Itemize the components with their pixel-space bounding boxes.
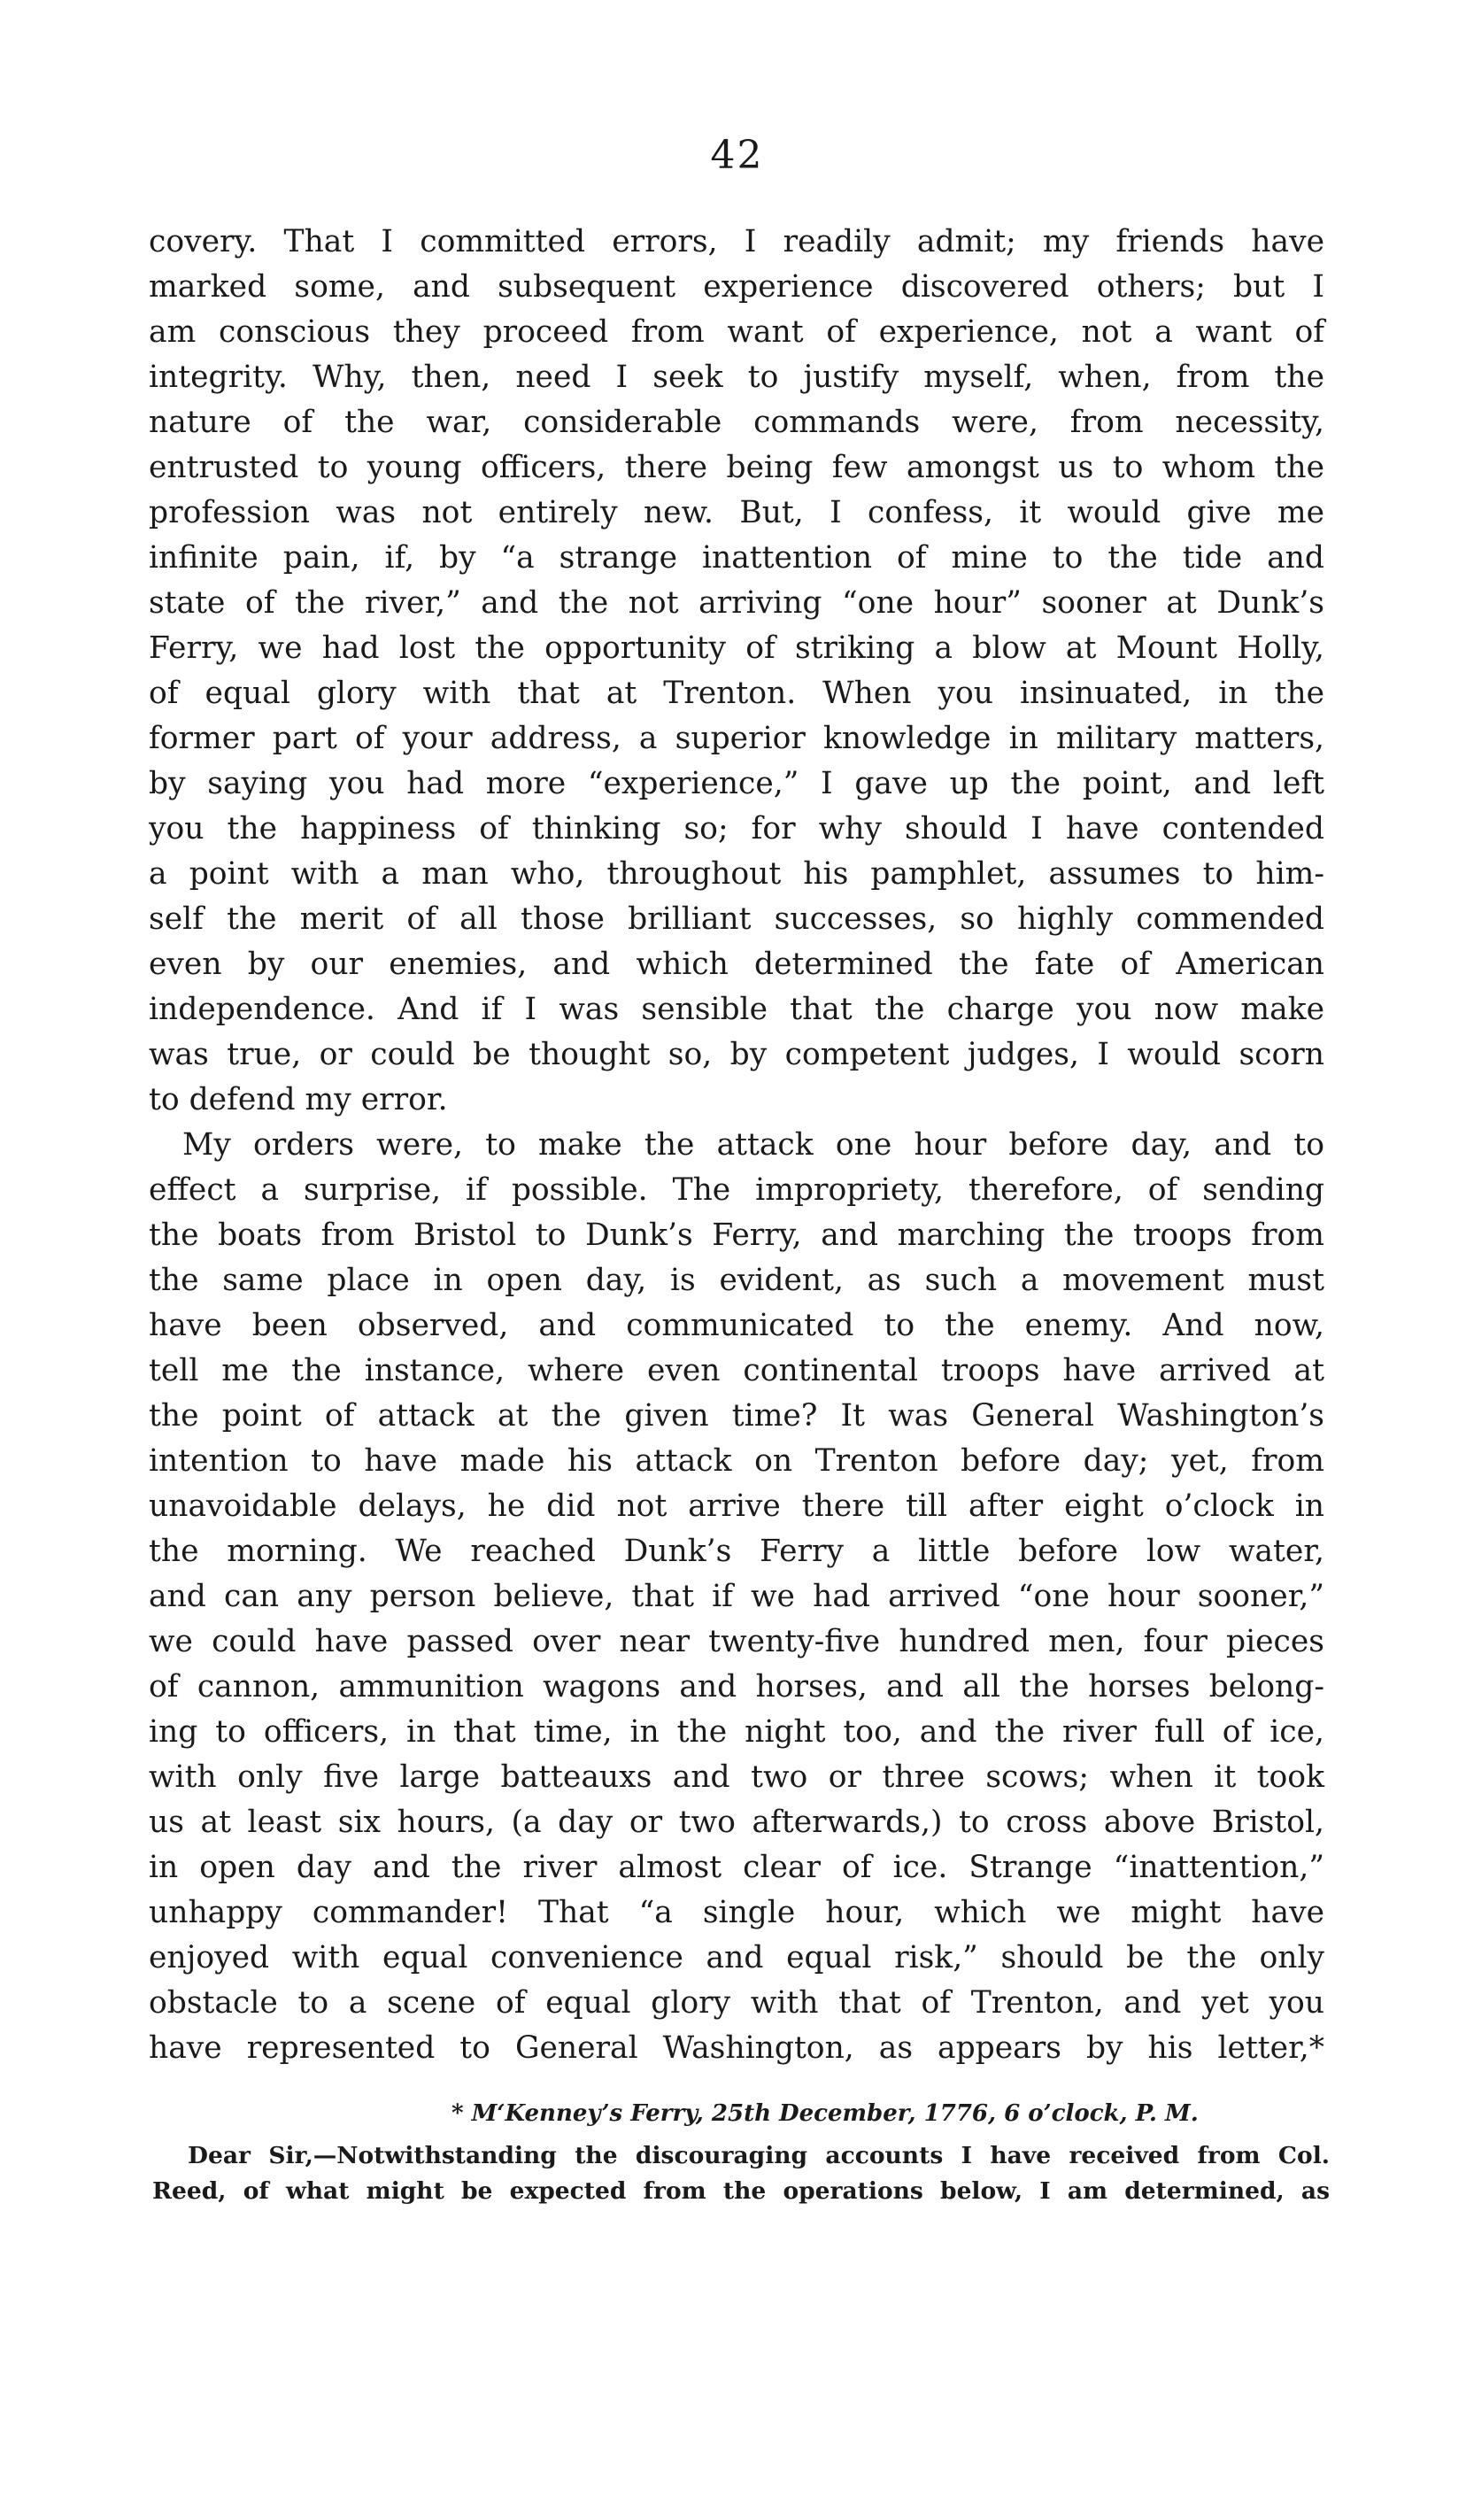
body-text — [149, 220, 1324, 2071]
text-line: the same place in open day, is evident, as such a movement must — [149, 1263, 1324, 1298]
footnote-text — [152, 2138, 1330, 2209]
text-line: state of the river,” and the not arriving “one hour” sooner at Dunk’s — [149, 585, 1324, 621]
text-line: the boats from Bristol to Dunk’s Ferry, and marching the troops from — [149, 1217, 1324, 1253]
text-line: was true, or could be thought so, by competent judges, I would scorn — [149, 1037, 1324, 1072]
text-line: effect a surprise, if possible. The impropriety, therefore, of sending — [149, 1172, 1324, 1208]
text-line: enjoyed with equal convenience and equal risk,” should be the only — [149, 1940, 1324, 1975]
text-line: have represented to General Washington, as appears by his letter,* — [149, 2030, 1324, 2066]
text-line: you the happiness of thinking so; for why should I have contended — [149, 811, 1324, 846]
text-line: former part of your address, a superior knowledge in military matters, — [149, 721, 1324, 756]
paragraph-start-line: My orders were, to make the attack one hour before day, and to — [182, 1127, 1324, 1163]
paragraph-end-line: to defend my error. — [149, 1082, 448, 1117]
footnote-line: Reed, of what might be expected from the operations below, I am determined, as — [152, 2177, 1330, 2205]
text-line: the morning. We reached Dunk’s Ferry a little before low water, — [149, 1534, 1324, 1569]
text-line: tell me the instance, where even continental troops have arrived at — [149, 1353, 1324, 1388]
text-line: with only five large batteauxs and two or three scows; when it took — [149, 1759, 1324, 1795]
text-line: ing to officers, in that time, in the night too, and the river full of ice, — [149, 1714, 1324, 1750]
text-line: we could have passed over near twenty-five hundred men, four pieces — [149, 1624, 1324, 1659]
text-line: even by our enemies, and which determined the fate of American — [149, 947, 1324, 982]
text-line: unhappy commander! That “a single hour, which we might have — [149, 1895, 1324, 1930]
text-line: independence. And if I was sensible that the charge you now make — [149, 992, 1324, 1027]
text-line: intention to have made his attack on Trenton before day; yet, from — [149, 1443, 1324, 1479]
text-line: us at least six hours, (a day or two afterwards,) to cross above Bristol, — [149, 1805, 1324, 1840]
text-line: profession was not entirely new. But, I confess, it would give me — [149, 495, 1324, 530]
text-line: and can any person believe, that if we had arrived “one hour sooner,” — [149, 1579, 1324, 1614]
text-line: a point with a man who, throughout his pamphlet, assumes to him- — [149, 856, 1324, 892]
text-line: obstacle to a scene of equal glory with that of Trenton, and yet you — [149, 1985, 1324, 2021]
text-line: by saying you had more “experience,” I gave up the point, and left — [149, 766, 1324, 801]
text-line: infinite pain, if, by “a strange inattention of mine to the tide and — [149, 540, 1324, 576]
text-line: integrity. Why, then, need I seek to justify myself, when, from the — [149, 359, 1324, 395]
footnote-line: Dear Sir,—Notwithstanding the discouraging accounts I have received from Col. — [188, 2142, 1330, 2169]
text-line: have been observed, and communicated to the enemy. And now, — [149, 1308, 1324, 1343]
text-line: nature of the war, considerable commands were, from necessity, — [149, 405, 1324, 440]
text-line: covery. That I committed errors, I readily admit; my friends have — [149, 224, 1324, 259]
text-line: am conscious they proceed from want of experience, not a want of — [149, 314, 1324, 350]
text-line: the point of attack at the given time? It was General Washington’s — [149, 1398, 1324, 1434]
footnote-heading: * M‘Kenney’s Ferry, 25th December, 1776, 6 o’clock, P. M. — [451, 2100, 1199, 2127]
text-line: self the merit of all those brilliant successes, so highly commended — [149, 901, 1324, 937]
text-line: of equal glory with that at Trenton. When you insinuated, in the — [149, 676, 1324, 711]
text-line: marked some, and subsequent experience discovered others; but I — [149, 269, 1324, 305]
text-line: of cannon, ammunition wagons and horses, and all the horses belong- — [149, 1669, 1324, 1704]
text-line: Ferry, we had lost the opportunity of striking a blow at Mount Holly, — [149, 630, 1324, 666]
page-number: 42 — [710, 133, 764, 178]
text-line: in open day and the river almost clear of ice. Strange “inattention,” — [149, 1850, 1324, 1885]
text-line: unavoidable delays, he did not arrive there till after eight o’clock in — [149, 1488, 1324, 1524]
text-line: entrusted to young officers, there being few amongst us to whom the — [149, 450, 1324, 485]
